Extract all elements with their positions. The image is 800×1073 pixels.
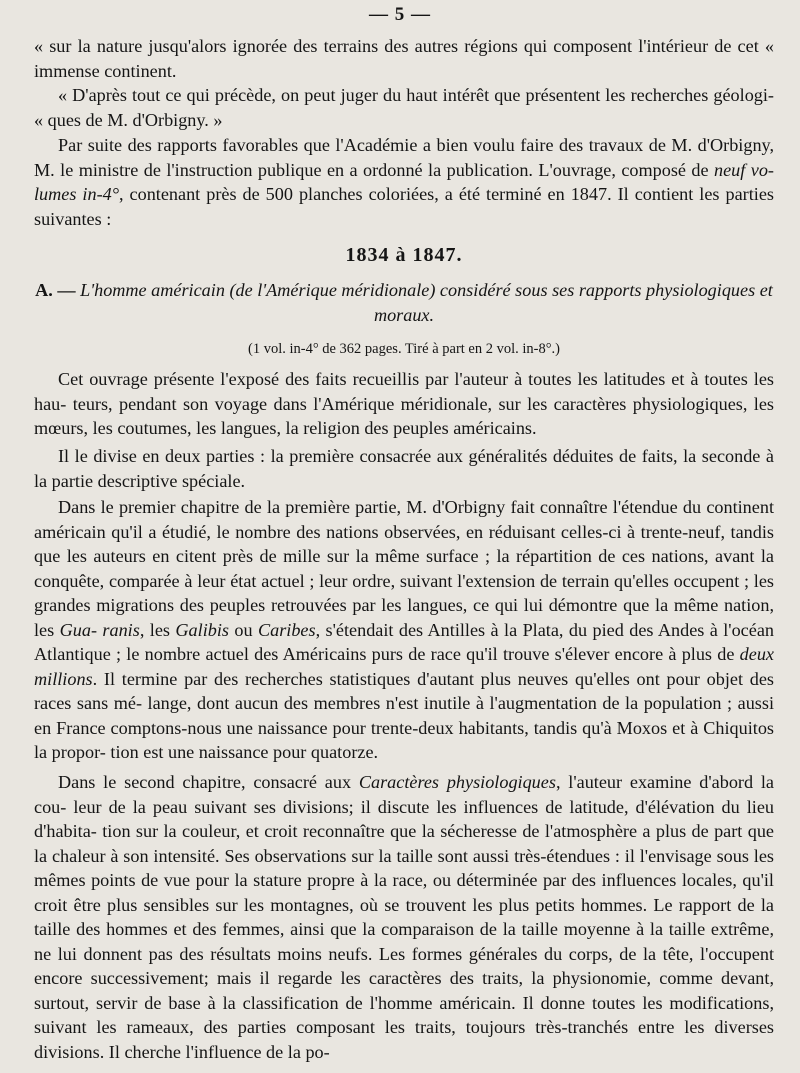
paragraph-division xyxy=(34,444,774,493)
emphasis-text: deux millions xyxy=(34,644,774,689)
paragraph-text: , contenant près de 500 planches coloriées, a été terminé en 1847. Il contient les parties suivantes : xyxy=(34,184,774,229)
years-heading: 1834 à 1847. xyxy=(345,244,463,266)
emphasis-text: Gua- ranis xyxy=(59,619,140,640)
paragraph-text: Cet ouvrage présente l'exposé des faits recueillis par l'auteur à toutes les latitudes et à toutes les hau- teurs, pendant son voyage dans l'Amérique méridionale, sur les caractères physiologiques, les mœurs, les coutumes, les langues, la religion des peuples américains. xyxy=(34,369,774,438)
paragraph-text: Il le divise en deux parties : la première consacrée aux généralités déduites de faits, la seconde à la partie descriptive spéciale. xyxy=(34,446,774,491)
paragraph-text: , les xyxy=(139,619,176,640)
section-title-text: L'homme américain (de l'Amérique méridionale) considéré sous ses rapports physiologiques et moraux. xyxy=(80,280,773,325)
emphasis-text: Galibis xyxy=(175,619,229,640)
paragraph-second-chapter xyxy=(34,770,774,1064)
section-a-heading xyxy=(34,278,774,362)
paragraph-text: , s'étendait des Antilles à la Plata, du pied des Andes à l'océan Atlantique ; le nombre actuel des Américains purs de race qu'il trouve s'élever encore à plus de xyxy=(34,619,774,664)
paragraph-overview xyxy=(34,367,774,441)
paragraph-text: . Il termine par des recherches statistiques d'autant plus neuves qu'elles ont pour objet des races sans mé- lange, dont aucun des membres n'est inutile à l'augmentation de la population ; aussi en France comptons-nous une naissance pour trente-deux habitants, tandis qu'à Moxos et à Chiquitos la propor- tion est une naissance pour quatorze. xyxy=(34,668,774,762)
paragraph-text: « D'après tout ce qui précède, on peut juger du haut intérêt que présentent les recherches géologi- « ques de M. d'Orbigny. » xyxy=(34,85,774,130)
page-number: — 5 — xyxy=(369,4,431,25)
paragraph-quote-end xyxy=(34,34,774,83)
section-letter: A. — xyxy=(35,280,76,300)
paragraph-text: ou xyxy=(228,619,258,640)
paragraph-text: Dans le premier chapitre de la première partie, M. d'Orbigny fait connaître l'étendue du continent américain qu'il a étudié, le nombre des nations observées, en réduisant celles-ci à trente-neuf, tandis que les auteurs en citent près de mille sur la même surface ; la répartition de ces nations, avant la conquête, comparée à leur état actuel ; leur ordre, suivant l'extension de terrain qu'elles occupent ; les grandes migrations des peuples retrouvées par les langues, ce qui lui démontre que la même nation, les xyxy=(34,497,774,640)
paragraph-text: « sur la nature jusqu'alors ignorée des terrains des autres régions qui composent l'intérieur de cet « immense continent. xyxy=(34,36,774,81)
emphasis-text: Caractères physiologiques xyxy=(358,772,556,792)
section-meta: (1 vol. in-4° de 362 pages. Tiré à part en 2 vol. in-8°.) xyxy=(247,341,561,357)
paragraph-first-chapter xyxy=(34,495,774,765)
emphasis-text: Caribes xyxy=(257,619,316,640)
paragraph-publication xyxy=(34,133,774,231)
emphasis-text: neuf vo- lumes in-4° xyxy=(34,159,774,204)
paragraph-text: Par suite des rapports favorables que l'Académie a bien voulu faire des travaux de M. d'Orbigny, M. le ministre de l'instruction publique en a ordonné la publication. L'ouvrage, composé de xyxy=(34,135,774,180)
paragraph-text: Dans le second chapitre, consacré aux xyxy=(58,772,359,792)
paragraph-quote-conclusion xyxy=(34,83,774,132)
paragraph-text: , l'auteur examine d'abord la cou- leur de la peau suivant ses divisions; il discute les influences de latitude, d'élévation du lieu d'habita- tion sur la couleur, et croit reconnaître que la sécheresse de l'atmosphère a plus de part que la chaleur à son intensité. Ses observations sur la taille sont aussi très-étendues : il l'envisage sous les mêmes points de vue pour la stature propre à la race, ou déterminée par des influences locales, qu'il croit être plus sensibles sur les montagnes, où se trouvent les plus petits hommes. Le rapport de la taille des hommes et des femmes, ainsi que la comparaison de la taille moyenne à la taille extrême, ne lui donnent pas des résultats moins neufs. Les formes générales du corps, de la tête, l'occupent encore successivement; mais il regarde les caractères des traits, la physionomie, comme devant, surtout, servir de base à la classification de l'homme américain. Il donne toutes les modifications, suivant les rameaux, des parties composant les traits, toujours très-tranchés entre les diverses divisions. Il cherche l'influence de la po- xyxy=(34,772,775,1062)
section-title xyxy=(34,278,774,327)
